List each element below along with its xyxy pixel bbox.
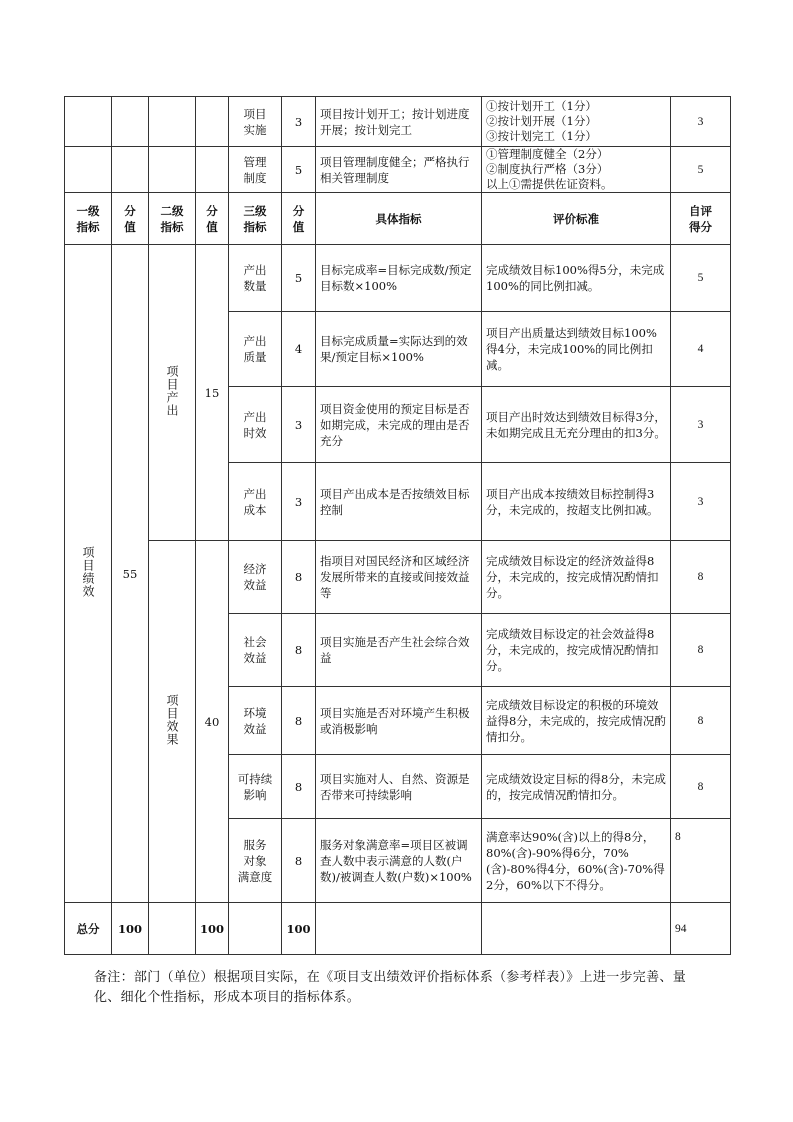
header-weight2: 分 值 — [196, 193, 229, 245]
self-score: 3 — [671, 463, 731, 541]
table-row — [65, 147, 731, 193]
criteria-text: 项目产出成本按绩效目标控制得3分，未完成的，按超支比例扣减。 — [482, 463, 671, 541]
table-row — [65, 245, 731, 312]
indicator-text: 项目产出成本是否按绩效目标控制 — [316, 463, 482, 541]
header-level2: 二级 指标 — [149, 193, 196, 245]
criteria-text: 完成绩效目标100%得5分，未完成100%的同比例扣减。 — [482, 245, 671, 312]
blank-cell — [229, 903, 282, 955]
level3-name: 产出 成本 — [229, 463, 282, 541]
header-indicator: 具体指标 — [316, 193, 482, 245]
self-score: 8 — [671, 755, 731, 819]
criteria-text: 满意率达90%(含)以上的得8分，80%(含)-90%得6分，70%(含)-80%得4分，60%(含)-70%得2分，60%以下不得分。 — [482, 819, 671, 903]
criteria-text: 完成绩效目标设定的经济效益得8分，未完成的，按完成情况酌情扣分。 — [482, 541, 671, 614]
self-score: 8 — [671, 614, 731, 687]
indicator-text: 项目管理制度健全；严格执行相关管理制度 — [316, 147, 482, 193]
total-score: 94 — [671, 903, 731, 955]
header-weight1: 分 值 — [112, 193, 149, 245]
level2-name: 项目产出 — [165, 364, 179, 417]
level3-name: 管理 制度 — [229, 147, 282, 193]
level3-weight: 4 — [282, 312, 316, 387]
level2-cell — [149, 541, 196, 903]
self-score: 5 — [671, 147, 731, 193]
level2-cell — [149, 245, 196, 541]
criteria-text: 项目产出质量达到绩效目标100%得4分，未完成100%的同比例扣减。 — [482, 312, 671, 387]
blank-cell — [482, 903, 671, 955]
self-score: 4 — [671, 312, 731, 387]
self-score: 8 — [671, 819, 731, 903]
indicator-text: 项目实施对人、自然、资源是否带来可持续影响 — [316, 755, 482, 819]
level3-name: 环境 效益 — [229, 687, 282, 755]
criteria-text: ①管理制度健全（2分） ②制度执行严格（3分） 以上①需提供佐证资料。 — [482, 147, 671, 193]
table-row — [65, 97, 731, 147]
blank-cell — [65, 97, 112, 147]
level3-weight: 8 — [282, 614, 316, 687]
level3-weight: 8 — [282, 687, 316, 755]
level1-name: 项目绩效 — [81, 545, 95, 598]
self-score: 8 — [671, 541, 731, 614]
level2-weight: 40 — [196, 541, 229, 903]
criteria-text: 完成绩效设定目标的得8分，未完成的，按完成情况酌情扣分。 — [482, 755, 671, 819]
indicator-text: 项目实施是否对环境产生积极或消极影响 — [316, 687, 482, 755]
level3-name: 社会 效益 — [229, 614, 282, 687]
total-weight2: 100 — [196, 903, 229, 955]
level3-name: 产出 质量 — [229, 312, 282, 387]
indicator-text: 目标完成率=目标完成数/预定目标数×100% — [316, 245, 482, 312]
criteria-text: ①按计划开工（1分） ②按计划开展（1分） ③按计划完工（1分） — [482, 97, 671, 147]
blank-cell — [112, 97, 149, 147]
total-label: 总分 — [65, 903, 112, 955]
total-weight3: 100 — [282, 903, 316, 955]
level3-weight: 8 — [282, 541, 316, 614]
indicator-text: 项目资金使用的预定目标是否如期完成，未完成的理由是否充分 — [316, 387, 482, 463]
indicator-text: 指项目对国民经济和区域经济发展所带来的直接或间接效益等 — [316, 541, 482, 614]
blank-cell — [149, 97, 196, 147]
level3-name: 经济 效益 — [229, 541, 282, 614]
level3-name: 可持续 影响 — [229, 755, 282, 819]
self-score: 8 — [671, 687, 731, 755]
indicator-text: 服务对象满意率=项目区被调查人数中表示满意的人数(户数)/被调查人数(户数)×100% — [316, 819, 482, 903]
total-weight1: 100 — [112, 903, 149, 955]
level1-weight: 55 — [112, 245, 149, 903]
indicator-text: 项目按计划开工；按计划进度开展；按计划完工 — [316, 97, 482, 147]
criteria-text: 完成绩效目标设定的积极的环境效益得8分，未完成的，按完成情况酌情扣分。 — [482, 687, 671, 755]
level3-weight: 8 — [282, 755, 316, 819]
indicator-text: 目标完成质量=实际达到的效果/预定目标×100% — [316, 312, 482, 387]
level3-name: 产出 数量 — [229, 245, 282, 312]
level2-weight: 15 — [196, 245, 229, 541]
level3-weight: 3 — [282, 97, 316, 147]
self-score: 3 — [671, 387, 731, 463]
header-row — [65, 193, 731, 245]
header-self-score: 自评 得分 — [671, 193, 731, 245]
self-score: 3 — [671, 97, 731, 147]
self-score: 5 — [671, 245, 731, 312]
blank-cell — [112, 147, 149, 193]
blank-cell — [65, 147, 112, 193]
blank-cell — [196, 97, 229, 147]
header-level3: 三级 指标 — [229, 193, 282, 245]
footnote: 备注：部门（单位）根据项目实际，在《项目支出绩效评价指标体系（参考样表）》上进一步完善、量化、细化个性指标，形成本项目的指标体系。 — [94, 970, 687, 1005]
header-level1: 一级 指标 — [65, 193, 112, 245]
total-row — [65, 903, 731, 955]
level3-weight: 5 — [282, 147, 316, 193]
level3-weight: 8 — [282, 819, 316, 903]
level2-name: 项目效果 — [165, 693, 179, 746]
blank-cell — [316, 903, 482, 955]
criteria-text: 项目产出时效达到绩效目标得3分，未如期完成且无充分理由的扣3分。 — [482, 387, 671, 463]
header-criteria: 评价标准 — [482, 193, 671, 245]
criteria-text: 完成绩效目标设定的社会效益得8分，未完成的，按完成情况酌情扣分。 — [482, 614, 671, 687]
level3-name: 项目 实施 — [229, 97, 282, 147]
level3-name: 服务 对象 满意度 — [229, 819, 282, 903]
level3-weight: 3 — [282, 387, 316, 463]
table-row — [65, 541, 731, 614]
blank-cell — [196, 147, 229, 193]
level1-cell — [65, 245, 112, 903]
header-weight3: 分 值 — [282, 193, 316, 245]
level3-weight: 3 — [282, 463, 316, 541]
blank-cell — [149, 903, 196, 955]
indicator-text: 项目实施是否产生社会综合效益 — [316, 614, 482, 687]
blank-cell — [149, 147, 196, 193]
level3-name: 产出 时效 — [229, 387, 282, 463]
indicator-table — [64, 96, 731, 955]
level3-weight: 5 — [282, 245, 316, 312]
